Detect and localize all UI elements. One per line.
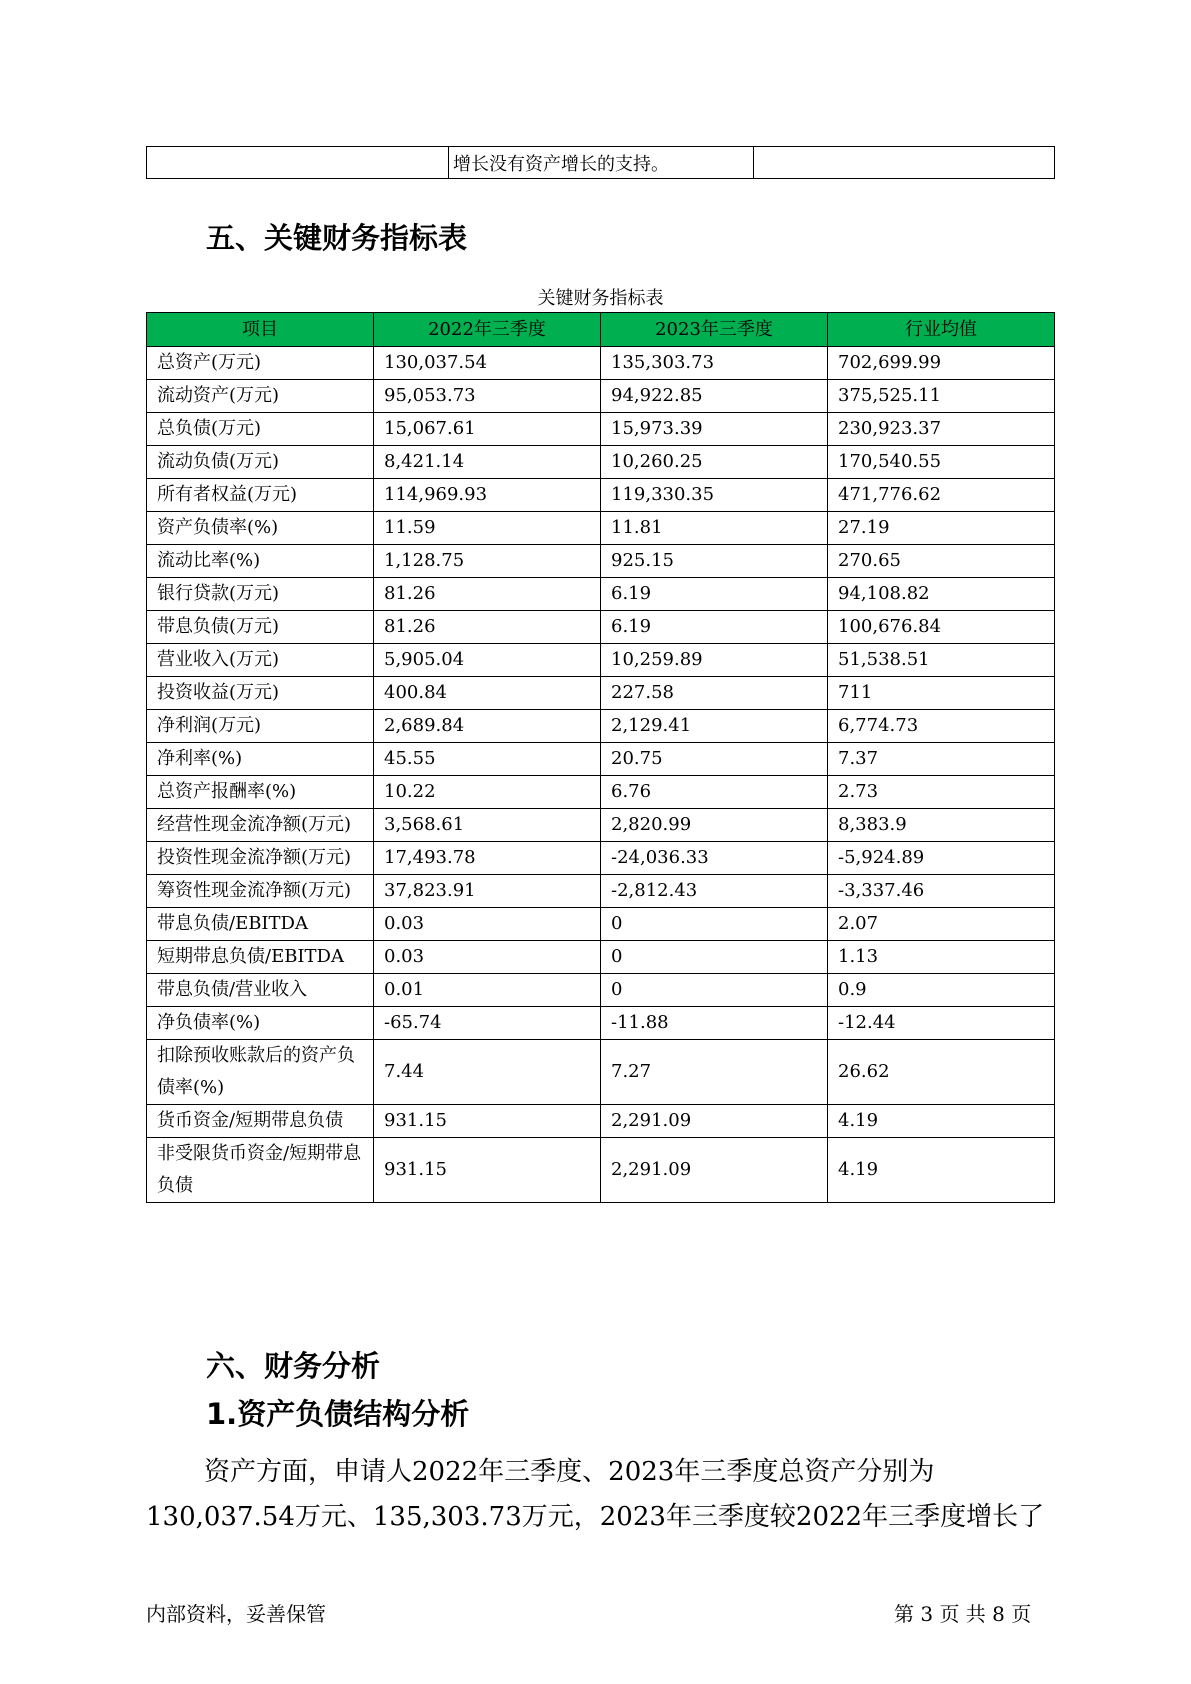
row-value: 11.81 [601, 512, 828, 545]
section-heading: 五、关键财务指标表 [206, 221, 468, 255]
row-value: 400.84 [374, 677, 601, 710]
row-value: 17,493.78 [374, 842, 601, 875]
row-value: 37,823.91 [374, 875, 601, 908]
row-value: 94,108.82 [828, 578, 1055, 611]
row-value: 4.19 [828, 1105, 1055, 1138]
row-value: 10,259.89 [601, 644, 828, 677]
row-value: 6.19 [601, 578, 828, 611]
row-label: 短期带息负债/EBITDA [147, 941, 374, 974]
row-value: 15,973.39 [601, 413, 828, 446]
table-cell [754, 147, 1055, 179]
table-body [147, 347, 1055, 1203]
continued-table [146, 146, 1055, 179]
table-header-row [147, 313, 1055, 347]
row-label: 货币资金/短期带息负债 [147, 1105, 374, 1138]
row-label: 总资产(万元) [147, 347, 374, 380]
row-label: 流动资产(万元) [147, 380, 374, 413]
table-row [147, 611, 1055, 644]
column-header: 2023年三季度 [601, 313, 828, 347]
table-row [147, 743, 1055, 776]
table-row [147, 446, 1055, 479]
row-value: 45.55 [374, 743, 601, 776]
row-value: 4.19 [828, 1138, 1055, 1203]
row-value: 0.03 [374, 908, 601, 941]
row-value: 6,774.73 [828, 710, 1055, 743]
row-value: 2,291.09 [601, 1138, 828, 1203]
table-row [147, 578, 1055, 611]
table-row [147, 875, 1055, 908]
row-label: 净利润(万元) [147, 710, 374, 743]
row-value: 2.73 [828, 776, 1055, 809]
row-value: -3,337.46 [828, 875, 1055, 908]
row-label: 净利率(%) [147, 743, 374, 776]
table-row [147, 347, 1055, 380]
row-value: 270.65 [828, 545, 1055, 578]
row-value: 6.76 [601, 776, 828, 809]
row-value: -5,924.89 [828, 842, 1055, 875]
row-label: 银行贷款(万元) [147, 578, 374, 611]
row-label: 所有者权益(万元) [147, 479, 374, 512]
row-label: 投资性现金流净额(万元) [147, 842, 374, 875]
table-row [147, 710, 1055, 743]
table-row [147, 545, 1055, 578]
row-value: -65.74 [374, 1007, 601, 1040]
row-value: 931.15 [374, 1105, 601, 1138]
row-value: 925.15 [601, 545, 828, 578]
table-row [147, 1138, 1055, 1203]
row-label: 带息负债/EBITDA [147, 908, 374, 941]
row-value: 375,525.11 [828, 380, 1055, 413]
paragraph-line: 130,037.54万元、135,303.73万元，2023年三季度较2022年三季度增长了 [146, 1502, 1045, 1532]
row-value: 0.9 [828, 974, 1055, 1007]
row-value: 130,037.54 [374, 347, 601, 380]
row-value: 94,922.85 [601, 380, 828, 413]
page-number: 第 3 页 共 8 页 [894, 1602, 1032, 1626]
table-row [147, 512, 1055, 545]
table-row [147, 677, 1055, 710]
table-cell [147, 147, 449, 179]
row-value: 114,969.93 [374, 479, 601, 512]
row-value: 10,260.25 [601, 446, 828, 479]
row-value: 2,129.41 [601, 710, 828, 743]
table-caption: 关键财务指标表 [537, 288, 664, 309]
column-header: 项目 [147, 313, 374, 347]
row-value: 2.07 [828, 908, 1055, 941]
row-value: 15,067.61 [374, 413, 601, 446]
footer-left: 内部资料，妥善保管 [146, 1602, 326, 1626]
row-label: 非受限货币资金/短期带息负债 [147, 1138, 374, 1203]
row-value: -11.88 [601, 1007, 828, 1040]
row-label: 总资产报酬率(%) [147, 776, 374, 809]
row-value: 227.58 [601, 677, 828, 710]
column-header: 行业均值 [828, 313, 1055, 347]
row-label: 净负债率(%) [147, 1007, 374, 1040]
row-value: 51,538.51 [828, 644, 1055, 677]
row-value: -24,036.33 [601, 842, 828, 875]
row-value: -12.44 [828, 1007, 1055, 1040]
row-value: 81.26 [374, 578, 601, 611]
table-row [147, 776, 1055, 809]
row-label: 总负债(万元) [147, 413, 374, 446]
row-value: 27.19 [828, 512, 1055, 545]
row-value: -2,812.43 [601, 875, 828, 908]
row-label: 带息负债(万元) [147, 611, 374, 644]
row-value: 7.27 [601, 1040, 828, 1105]
table-row [147, 413, 1055, 446]
row-label: 流动比率(%) [147, 545, 374, 578]
row-label: 扣除预收账款后的资产负债率(%) [147, 1040, 374, 1105]
row-value: 0.01 [374, 974, 601, 1007]
subsection-heading: 1.资产负债结构分析 [206, 1397, 470, 1431]
financial-indicators-table [146, 312, 1055, 1203]
row-value: 230,923.37 [828, 413, 1055, 446]
table-row [147, 908, 1055, 941]
row-value: 81.26 [374, 611, 601, 644]
table-row [147, 1040, 1055, 1105]
table-row [147, 644, 1055, 677]
row-label: 营业收入(万元) [147, 644, 374, 677]
row-value: 26.62 [828, 1040, 1055, 1105]
row-value: 95,053.73 [374, 380, 601, 413]
row-value: 6.19 [601, 611, 828, 644]
row-value: 10.22 [374, 776, 601, 809]
row-value: 0 [601, 974, 828, 1007]
row-value: 8,383.9 [828, 809, 1055, 842]
row-label: 经营性现金流净额(万元) [147, 809, 374, 842]
row-value: 0 [601, 941, 828, 974]
row-value: 1.13 [828, 941, 1055, 974]
table-row [147, 809, 1055, 842]
row-value: 1,128.75 [374, 545, 601, 578]
table-row [147, 380, 1055, 413]
row-value: 2,689.84 [374, 710, 601, 743]
row-value: 3,568.61 [374, 809, 601, 842]
row-value: 170,540.55 [828, 446, 1055, 479]
row-label: 投资收益(万元) [147, 677, 374, 710]
table-row [147, 1007, 1055, 1040]
row-label: 筹资性现金流净额(万元) [147, 875, 374, 908]
row-value: 931.15 [374, 1138, 601, 1203]
column-header: 2022年三季度 [374, 313, 601, 347]
row-label: 流动负债(万元) [147, 446, 374, 479]
table-row [147, 147, 1055, 179]
row-value: 5,905.04 [374, 644, 601, 677]
table-cell: 增长没有资产增长的支持。 [449, 147, 754, 179]
table-row [147, 479, 1055, 512]
row-value: 119,330.35 [601, 479, 828, 512]
row-value: 0 [601, 908, 828, 941]
row-value: 7.44 [374, 1040, 601, 1105]
paragraph-line: 资产方面，申请人2022年三季度、2023年三季度总资产分别为 [204, 1457, 935, 1487]
section-heading: 六、财务分析 [206, 1349, 381, 1383]
row-value: 135,303.73 [601, 347, 828, 380]
row-value: 7.37 [828, 743, 1055, 776]
table-row [147, 1105, 1055, 1138]
row-value: 0.03 [374, 941, 601, 974]
table-row [147, 842, 1055, 875]
row-value: 8,421.14 [374, 446, 601, 479]
row-label: 资产负债率(%) [147, 512, 374, 545]
row-value: 702,699.99 [828, 347, 1055, 380]
row-value: 711 [828, 677, 1055, 710]
table-row [147, 974, 1055, 1007]
row-value: 2,820.99 [601, 809, 828, 842]
table-row [147, 941, 1055, 974]
row-label: 带息负债/营业收入 [147, 974, 374, 1007]
row-value: 2,291.09 [601, 1105, 828, 1138]
row-value: 11.59 [374, 512, 601, 545]
row-value: 20.75 [601, 743, 828, 776]
row-value: 100,676.84 [828, 611, 1055, 644]
row-value: 471,776.62 [828, 479, 1055, 512]
